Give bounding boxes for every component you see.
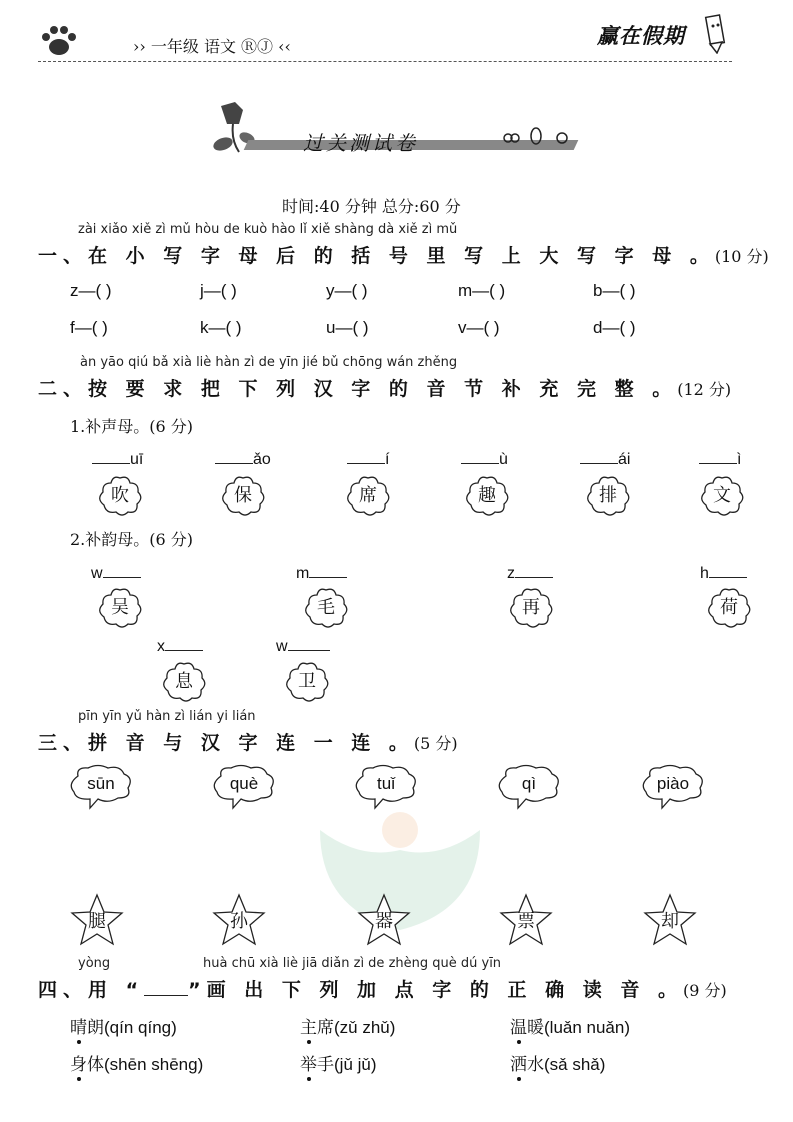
flower-char-box: 荷 [705, 587, 753, 629]
pinyin-cloud[interactable]: què [211, 764, 277, 810]
fill-final-item[interactable]: w [91, 565, 141, 583]
flower-char-box: 文 [698, 475, 746, 517]
q1-item[interactable]: j—( ) [200, 281, 237, 300]
reading-item[interactable]: 晴朗(qín qíng) [70, 1013, 177, 1038]
fill-initial-item[interactable]: í [347, 451, 389, 469]
flower-char-box: 吴 [96, 587, 144, 629]
header-divider [38, 61, 732, 62]
hanzi-star[interactable]: 孙 [212, 893, 266, 947]
flower-char-box: 毛 [302, 587, 350, 629]
banner-title: 过关测试卷 [303, 131, 418, 155]
q1-item[interactable]: b—( ) [593, 281, 636, 300]
reading-item[interactable]: 举手(jǔ jǔ) [300, 1050, 377, 1075]
reading-item[interactable]: 温暖(luǎn nuǎn) [510, 1013, 630, 1038]
q1-item[interactable]: f—( ) [70, 318, 108, 337]
fill-final-item[interactable]: m [296, 565, 347, 583]
brand-logo-text: 赢在假期 [597, 24, 685, 48]
q2-pinyin: àn yāo qiú bǎ xià liè hàn zì de yīn jié bǔ chōng wán zhěng [80, 355, 458, 370]
flower-char-box: 趣 [463, 475, 511, 517]
fill-initial-item[interactable]: uī [92, 451, 143, 469]
q1-item[interactable]: y—( ) [326, 281, 368, 300]
reading-item[interactable]: 主席(zǔ zhǔ) [300, 1013, 395, 1038]
hanzi-star[interactable]: 腿 [70, 893, 124, 947]
q4-title: 四、用 “ ”画 出 下 列 加 点 字 的 正 确 读 音 。(9 分) [38, 979, 727, 1001]
q1-item[interactable]: v—( ) [458, 318, 500, 337]
q3-title: 三、拼 音 与 汉 字 连 一 连 。(5 分) [38, 732, 458, 754]
flower-char-box: 席 [344, 475, 392, 517]
pinyin-cloud[interactable]: qì [496, 764, 562, 810]
flower-char-box: 息 [160, 661, 208, 703]
flower-char-box: 排 [584, 475, 632, 517]
fill-final-item[interactable]: z [507, 565, 553, 583]
flower-char-box: 吹 [96, 475, 144, 517]
q1-pinyin: zài xiǎo xiě zì mǔ hòu de kuò hào lǐ xiě shàng dà xiě zì mǔ [78, 222, 458, 237]
fill-initial-item[interactable]: ǎo [215, 451, 271, 469]
q1-item[interactable]: u—( ) [326, 318, 369, 337]
paw-logo-icon [40, 25, 78, 57]
q1-item[interactable]: d—( ) [593, 318, 636, 337]
q3-pinyin: pīn yīn yǔ hàn zì lián yi lián [78, 709, 256, 724]
pencil-mascot-icon [702, 14, 728, 54]
q1-item[interactable]: m—( ) [458, 281, 506, 300]
hanzi-star[interactable]: 却 [643, 893, 697, 947]
pinyin-cloud[interactable]: sūn [68, 764, 134, 810]
q4-pinyin-left: yòng [78, 956, 111, 971]
q2-part2-label: 2.补韵母。(6 分) [70, 530, 194, 549]
flower-char-box: 再 [507, 587, 555, 629]
q1-item[interactable]: k—( ) [200, 318, 242, 337]
q4-pinyin-right: huà chū xià liè jiā diǎn zì de zhèng què dú yīn [203, 956, 502, 971]
q1-item[interactable]: z—( ) [70, 281, 112, 300]
q1-title: 一、在 小 写 字 母 后 的 括 号 里 写 上 大 写 字 母 。(10 分) [38, 245, 769, 267]
flower-char-box: 卫 [283, 661, 331, 703]
fill-initial-item[interactable]: ù [461, 451, 508, 469]
header-grade-subject: ›› 一年级 语文 ⓇⒿ ‹‹ [133, 37, 291, 56]
fill-final-item[interactable]: h [700, 565, 747, 583]
flower-char-box: 保 [219, 475, 267, 517]
fill-initial-item[interactable]: ái [580, 451, 630, 469]
fill-initial-item[interactable]: ì [699, 451, 741, 469]
time-score-line: 时间:40 分钟 总分:60 分 [282, 197, 461, 216]
fill-final-item[interactable]: x [157, 638, 203, 656]
pinyin-cloud[interactable]: tuǐ [353, 764, 419, 810]
q2-part1-label: 1.补声母。(6 分) [70, 417, 194, 436]
reading-item[interactable]: 洒水(sǎ shǎ) [510, 1050, 605, 1075]
pinyin-cloud[interactable]: piào [640, 764, 706, 810]
reading-item[interactable]: 身体(shēn shēng) [70, 1050, 203, 1075]
bubbles-decoration-icon [500, 124, 580, 148]
q2-title: 二、按 要 求 把 下 列 汉 字 的 音 节 补 充 完 整 。(12 分) [38, 378, 732, 400]
hanzi-star[interactable]: 器 [357, 893, 411, 947]
hanzi-star[interactable]: 票 [499, 893, 553, 947]
fill-final-item[interactable]: w [276, 638, 330, 656]
